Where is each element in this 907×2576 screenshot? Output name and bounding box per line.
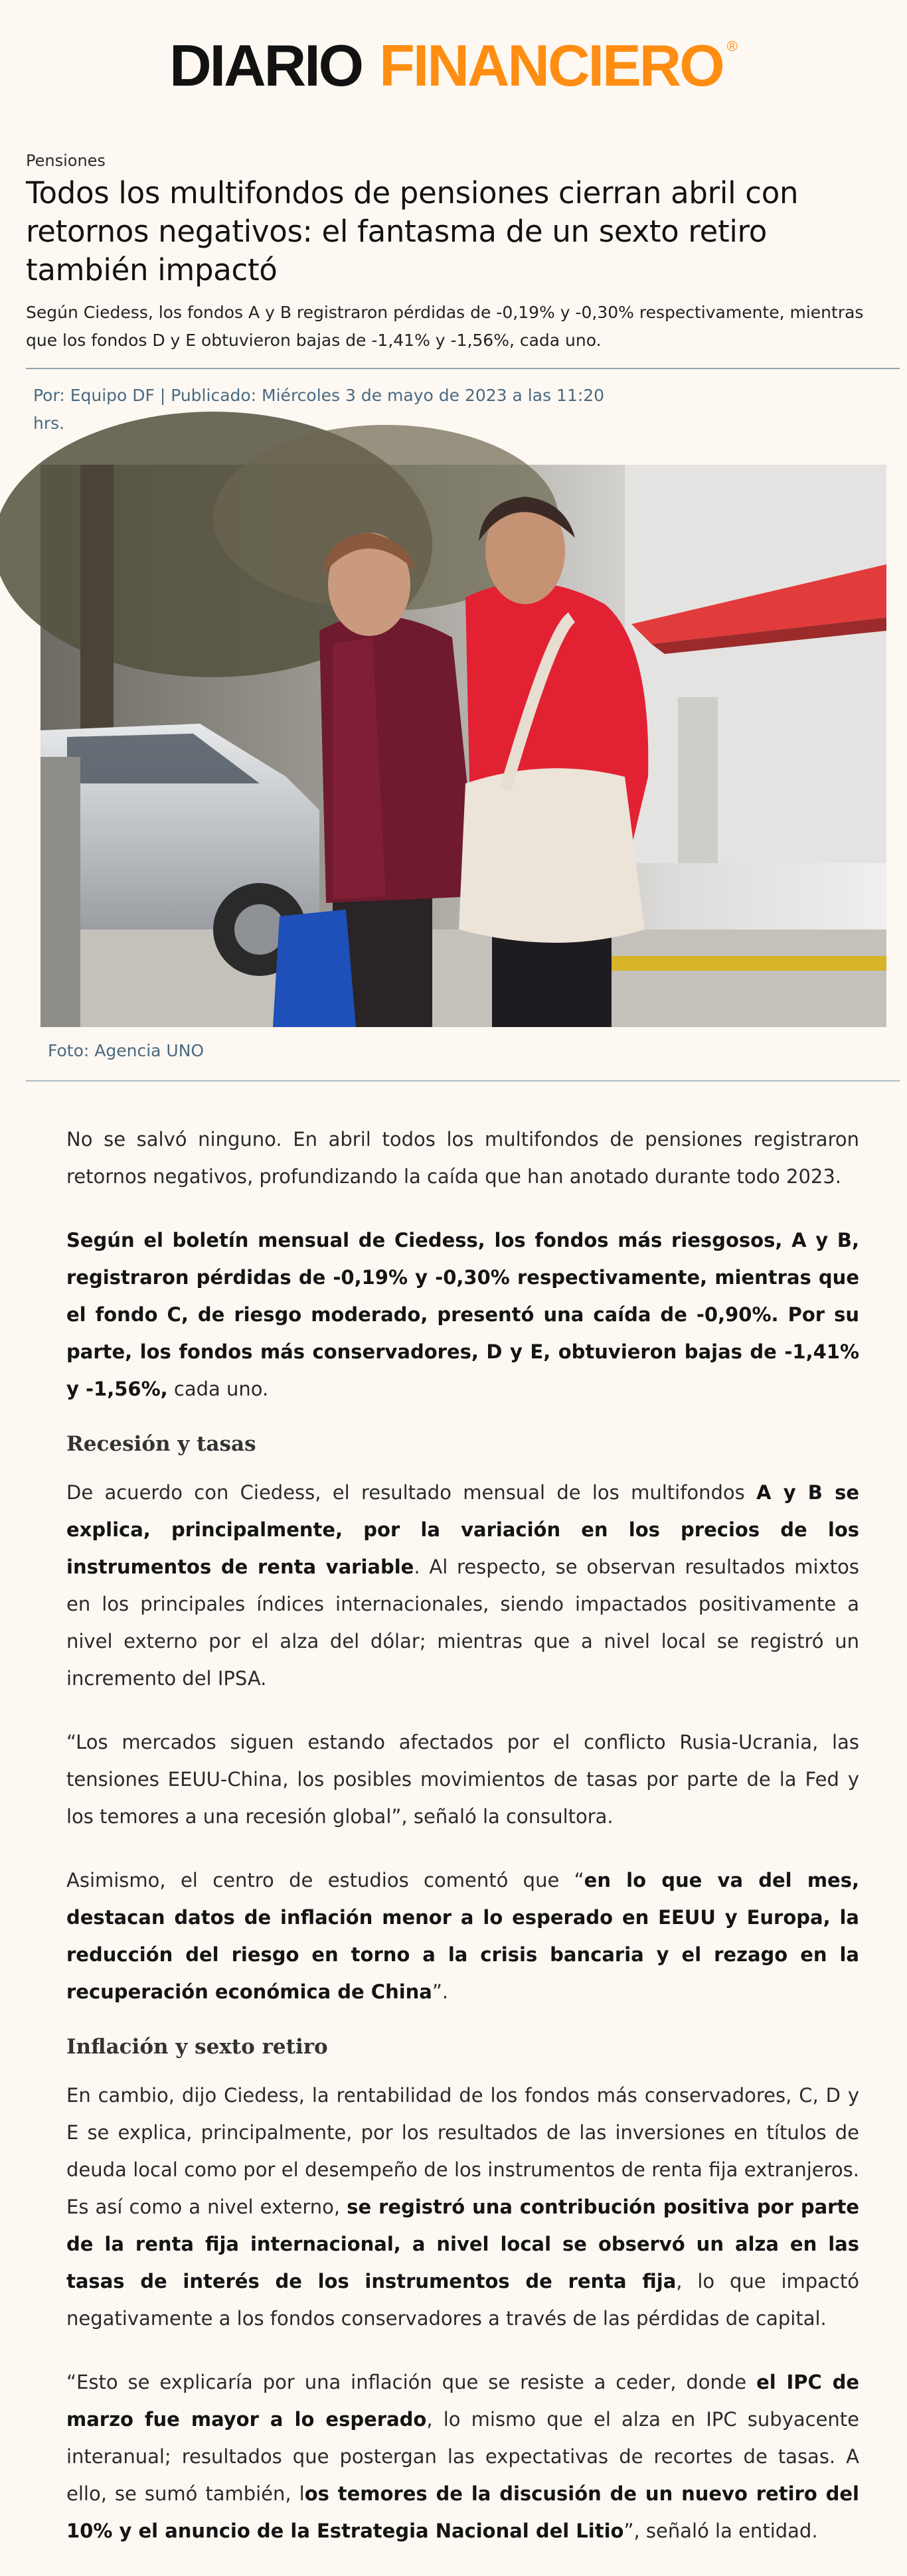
photo-illustration <box>41 465 886 1027</box>
paragraph-text: ”, señaló la entidad. <box>623 2520 818 2542</box>
paragraph <box>66 1862 859 2010</box>
paragraph: “Los mercados siguen estando afectados por el conflicto Rusia-Ucrania, las tensiones EEUU-China, los posibles movimientos de tasas por parte de la Fed y los temores a una recesión global”, señaló la consultora. <box>66 1731 859 1828</box>
bold-text: se registró una contribución positiva por parte de la renta fija internacional, a nivel local se observó un alza en las tasas de interés de los instrumentos de renta fija <box>66 2196 859 2293</box>
site-logo[interactable] <box>169 33 738 98</box>
paragraph: No se salvó ninguno. En abril todos los multifondos de pensiones registraron retornos negativos, profundizando la caída que han anotado durante todo 2023. <box>66 1128 859 1188</box>
paragraph-text: , lo mismo que el alza en IPC subyacente interanual; resultados que postergan las expectativas de recortes de tasas. A ello, se sumó también, l <box>66 2408 860 2505</box>
subheading: Recesión y tasas <box>66 1432 256 1456</box>
paragraph-text: ”. <box>432 1980 449 2003</box>
article-byline: Por: Equipo DF | Publicado: Miércoles 3 de mayo de 2023 a las 11:20 hrs. <box>33 386 605 433</box>
paragraph <box>66 2364 859 2549</box>
bold-text: el IPC de marzo fue mayor a lo esperado <box>66 2371 860 2431</box>
article-body <box>66 1121 859 2576</box>
logo-word-financiero: FINANCIERO <box>379 33 723 98</box>
bold-text: en lo que va del mes, destacan datos de inflación menor a lo esperado en EEUU y Europa, la reducción del riesgo en torno a la crisis bancaria y el rezago en la recuperación económica de China <box>66 1869 859 2003</box>
divider <box>26 1080 900 1082</box>
paragraph-text: En cambio, dijo Ciedess, la rentabilidad de los fondos más conservadores, C, D y E se explica, principalmente, por los resultados de las inversiones en títulos de deuda local como por el desempeño de los instrumentos de renta fija extranjeros. Es así como a nivel externo, <box>66 2084 859 2218</box>
bold-text: os temores de la discusión de un nuevo retiro del 10% y el anuncio de la Estrategia Nacional del Litio <box>66 2482 859 2542</box>
logo-word-diario: DIARIO <box>169 33 363 98</box>
bold-text: Según el boletín mensual de Ciedess, los fondos más riesgosos, A y B, registraron pérdidas de -0,19% y -0,30% respectivamente, mientras que el fondo C, de riesgo moderado, presentó una caída de -0,90%. Por su parte, los fondos más conservadores, D y E, obtuvieron bajas de -1,41% y -1,56%, <box>66 1229 859 1400</box>
subheading: Inflación y sexto retiro <box>66 2035 328 2059</box>
registered-mark: ® <box>726 38 738 54</box>
article-lead: Según Ciedess, los fondos A y B registraron pérdidas de -0,19% y -0,30% respectivamente, mientras que los fondos D y E obtuvieron bajas de -1,41% y -1,56%, cada uno. <box>26 303 864 350</box>
article-headline: Todos los multifondos de pensiones cierran abril con retornos negativos: el fantasma de un sexto retiro también impactó <box>26 175 799 287</box>
section-link[interactable]: Pensiones <box>26 151 106 170</box>
paragraph <box>66 1222 859 1408</box>
photo-caption: Foto: Agencia UNO <box>48 1041 205 1060</box>
paragraph-text: Asimismo, el centro de estudios comentó que “ <box>66 1869 584 1892</box>
paragraph <box>66 2077 859 2337</box>
masthead <box>0 33 907 98</box>
article-photo <box>41 465 886 1027</box>
bold-text: A y B se explica, principalmente, por la variación en los precios de los instrumentos de renta variable <box>66 1481 860 1578</box>
paragraph-text: “Esto se explicaría por una inflación que se resiste a ceder, donde <box>66 2371 757 2393</box>
paragraph-text: , lo que impactó negativamente a los fondos conservadores a través de las pérdidas de capital. <box>66 2270 859 2330</box>
paragraph-text: De acuerdo con Ciedess, el resultado mensual de los multifondos <box>66 1481 757 1504</box>
paragraph-text: cada uno. <box>167 1378 269 1400</box>
divider <box>26 368 900 369</box>
paragraph-text: . Al respecto, se observan resultados mixtos en los principales índices internacionales, siendo impactados positivamente a nivel externo por el alza del dólar; mientras que a nivel local se registró un incremento del IPSA. <box>66 1556 859 1690</box>
paragraph <box>66 1474 859 1697</box>
